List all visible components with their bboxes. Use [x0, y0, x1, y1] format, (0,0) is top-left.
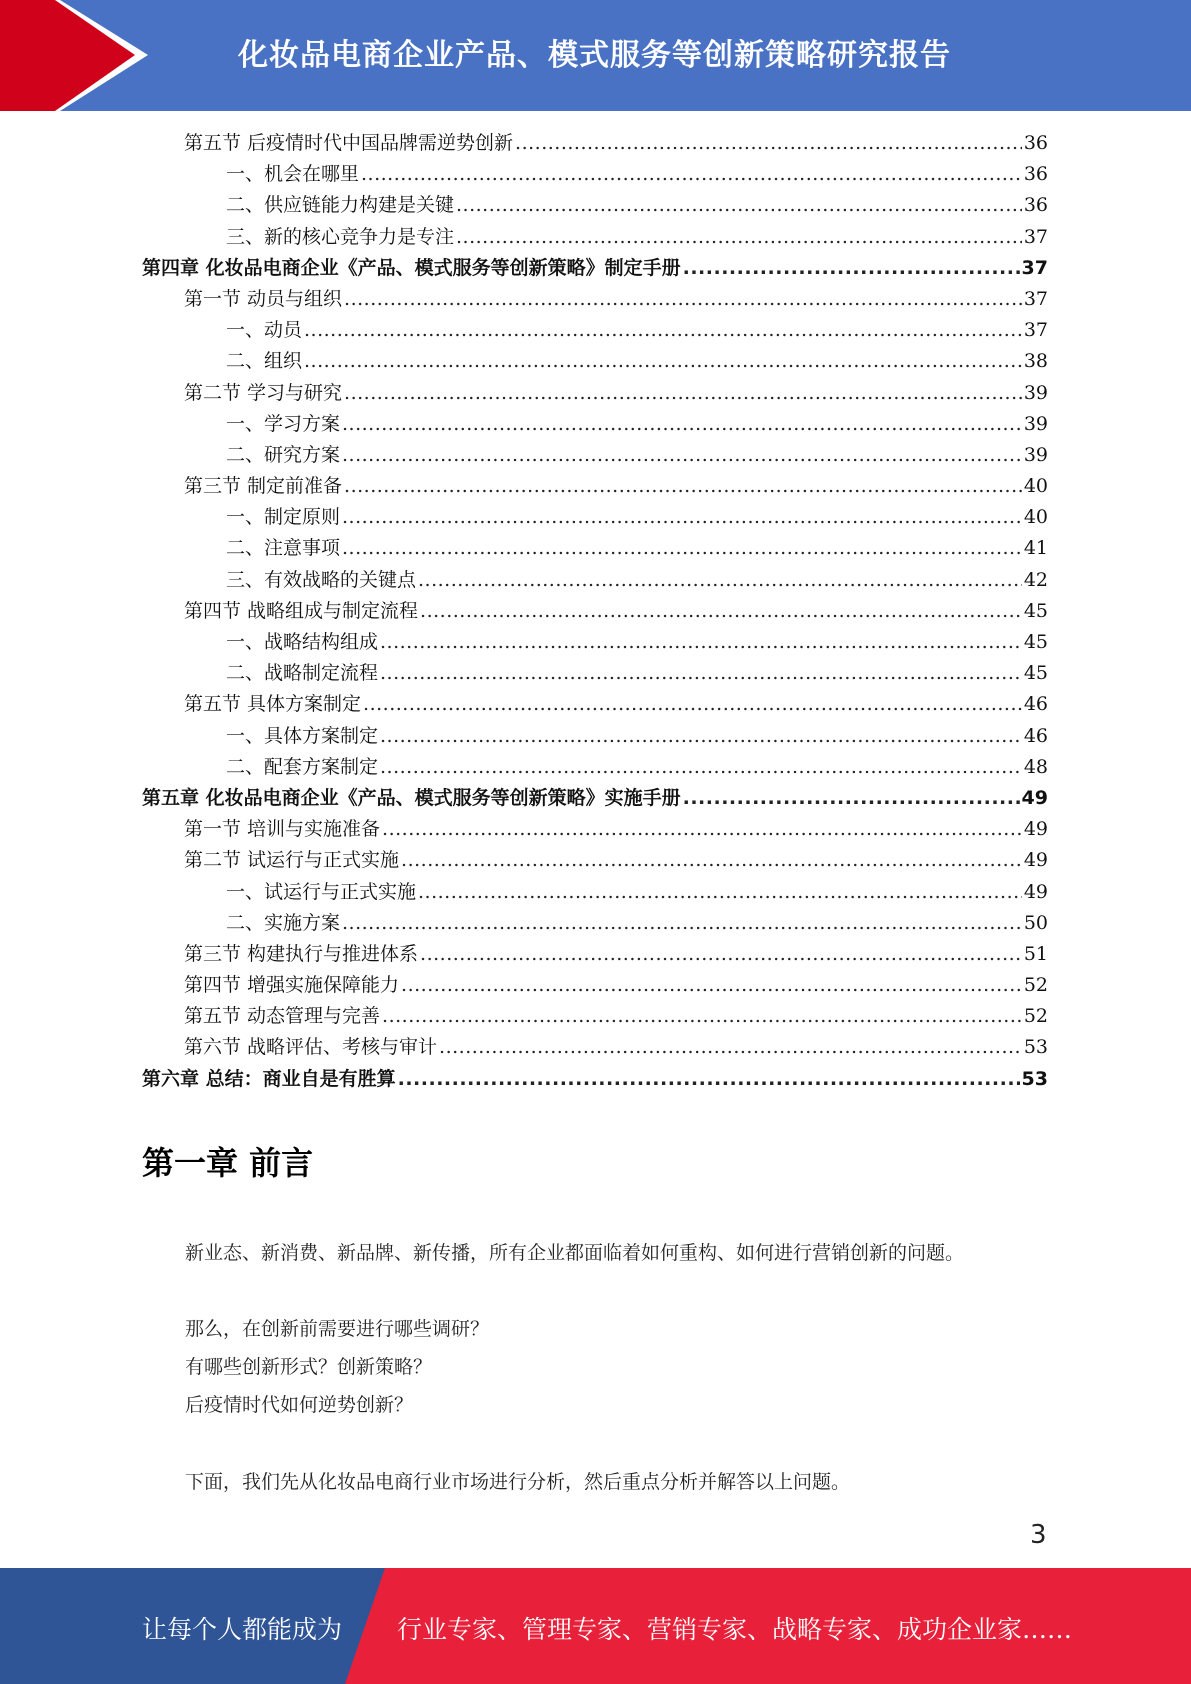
toc-entry-label: 一、学习方案 [226, 412, 341, 435]
toc-entry-page: 45 [1023, 631, 1048, 653]
toc-entry-page: 37 [1023, 225, 1048, 248]
toc-entry-label: 第三节 构建执行与推进体系 [184, 942, 419, 965]
toc-dot-leader [342, 908, 1022, 939]
toc-dot-leader [361, 159, 1022, 190]
footer-slogan-left: 让每个人都能成为 [142, 1615, 343, 1644]
toc-dot-leader [342, 409, 1022, 440]
toc-entry-page: 39 [1023, 381, 1048, 404]
toc-dot-leader [439, 1032, 1022, 1063]
toc-dot-leader [683, 783, 1020, 814]
intro-question-2: 有哪些创新形式？创新策略？ [185, 1356, 433, 1378]
toc-chapter-entry[interactable] [142, 783, 1048, 814]
toc-entry-label: 第五章 化妆品电商企业《产品、模式服务等创新策略》实施手册 [142, 786, 681, 809]
toc-entry-label: 第四节 增强实施保障能力 [184, 974, 400, 997]
toc-entry-label: 一、试运行与正式实施 [226, 880, 417, 903]
toc-dot-leader [342, 440, 1022, 471]
toc-entry-page: 49 [1023, 818, 1048, 841]
toc-subsection-entry[interactable] [142, 502, 1048, 533]
toc-entry-label: 二、实施方案 [226, 911, 341, 934]
toc-entry-label: 第五节 后疫情时代中国品牌需逆势创新 [184, 132, 514, 154]
toc-entry-label: 第一节 培训与实施准备 [184, 818, 381, 841]
toc-dot-leader [342, 502, 1022, 533]
toc-subsection-entry[interactable] [142, 658, 1048, 689]
toc-entry-page: 50 [1023, 911, 1048, 934]
toc-entry-label: 第二节 试运行与正式实施 [184, 849, 400, 872]
toc-entry-label: 第二节 学习与研究 [184, 381, 343, 404]
chapter-heading: 第一章 前言 [142, 1144, 314, 1182]
toc-entry-page: 41 [1023, 537, 1048, 560]
toc-subsection-entry[interactable] [142, 908, 1048, 939]
toc-dot-leader [401, 970, 1022, 1001]
toc-dot-leader [344, 471, 1022, 502]
toc-entry-label: 第一节 动员与组织 [184, 287, 343, 310]
toc-entry-page: 36 [1023, 194, 1048, 217]
toc-entry-page: 53 [1021, 1067, 1048, 1090]
toc-entry-page: 37 [1023, 319, 1048, 342]
toc-entry-page: 40 [1023, 475, 1048, 498]
toc-dot-leader [344, 378, 1022, 409]
toc-entry-page: 49 [1023, 849, 1048, 872]
toc-entry-page: 53 [1023, 1036, 1048, 1059]
toc-entry-label: 二、战略制定流程 [226, 662, 379, 685]
toc-subsection-entry[interactable] [142, 409, 1048, 440]
toc-subsection-entry[interactable] [142, 627, 1048, 658]
toc-dot-leader [420, 939, 1022, 970]
toc-entry-label: 第三节 制定前准备 [184, 475, 343, 498]
toc-dot-leader [456, 190, 1022, 221]
toc-subsection-entry[interactable] [142, 877, 1048, 908]
toc-section-entry[interactable] [142, 939, 1048, 970]
toc-subsection-entry[interactable] [142, 346, 1048, 377]
intro-paragraph-1: 新业态、新消费、新品牌、新传播，所有企业都面临着如何重构、如何进行营销创新的问题。 [185, 1242, 965, 1264]
intro-question-1: 那么，在创新前需要进行哪些调研？ [185, 1318, 490, 1340]
toc-section-entry[interactable] [142, 128, 1048, 159]
toc-dot-leader [398, 1064, 1020, 1095]
toc-entry-page: 46 [1023, 724, 1048, 747]
toc-subsection-entry[interactable] [142, 565, 1048, 596]
toc-entry-label: 第五节 具体方案制定 [184, 693, 362, 716]
toc-section-entry[interactable] [142, 845, 1048, 876]
toc-dot-leader [418, 565, 1022, 596]
toc-entry-label: 一、战略结构组成 [226, 631, 379, 653]
toc-section-entry[interactable] [142, 596, 1048, 627]
page-header [0, 0, 1191, 111]
toc-dot-leader [683, 253, 1020, 284]
report-title: 化妆品电商企业产品、模式服务等创新策略研究报告 [238, 38, 951, 73]
toc-subsection-entry[interactable] [142, 533, 1048, 564]
toc-section-entry[interactable] [142, 689, 1048, 720]
toc-entry-page: 37 [1021, 256, 1048, 279]
toc-entry-label: 第五节 动态管理与完善 [184, 1005, 381, 1028]
toc-dot-leader [304, 315, 1022, 346]
toc-entry-label: 二、注意事项 [226, 537, 341, 560]
toc-dot-leader [515, 128, 1022, 159]
toc-section-entry[interactable] [142, 970, 1048, 1001]
toc-entry-page: 45 [1023, 599, 1048, 622]
toc-entry-page: 51 [1023, 942, 1048, 965]
toc-entry-page: 46 [1023, 693, 1048, 716]
toc-entry-label: 二、研究方案 [226, 443, 341, 466]
toc-entry-label: 二、供应链能力构建是关键 [226, 194, 455, 217]
toc-entry-label: 第四节 战略组成与制定流程 [184, 599, 419, 622]
header-arrow-icon [0, 0, 160, 111]
toc-subsection-entry[interactable] [142, 222, 1048, 253]
toc-entry-label: 一、具体方案制定 [226, 724, 379, 747]
toc-subsection-entry[interactable] [142, 190, 1048, 221]
toc-dot-leader [420, 596, 1022, 627]
toc-entry-label: 一、动员 [226, 319, 303, 342]
page-number: 3 [1030, 1520, 1047, 1550]
toc-subsection-entry[interactable] [142, 159, 1048, 190]
toc-section-entry[interactable] [142, 378, 1048, 409]
toc-entry-label: 第六章 总结：商业自是有胜算 [142, 1067, 396, 1090]
toc-subsection-entry[interactable] [142, 440, 1048, 471]
toc-subsection-entry[interactable] [142, 752, 1048, 783]
toc-dot-leader [380, 752, 1022, 783]
toc-entry-page: 36 [1023, 132, 1048, 154]
table-of-contents [142, 128, 1048, 1095]
toc-entry-page: 38 [1023, 350, 1048, 373]
toc-entry-label: 第六节 战略评估、考核与审计 [184, 1036, 438, 1059]
toc-dot-leader [380, 627, 1022, 658]
toc-entry-page: 36 [1023, 163, 1048, 186]
toc-section-entry[interactable] [142, 1001, 1048, 1032]
toc-entry-label: 一、机会在哪里 [226, 163, 360, 186]
toc-dot-leader [380, 721, 1022, 752]
toc-dot-leader [344, 284, 1022, 315]
toc-subsection-entry[interactable] [142, 721, 1048, 752]
page-footer [0, 1568, 1191, 1684]
toc-dot-leader [304, 346, 1022, 377]
toc-dot-leader [418, 877, 1022, 908]
toc-dot-leader [382, 1001, 1022, 1032]
toc-entry-page: 39 [1023, 412, 1048, 435]
toc-entry-page: 40 [1023, 506, 1048, 529]
toc-dot-leader [342, 533, 1022, 564]
toc-section-entry[interactable] [142, 284, 1048, 315]
toc-entry-page: 52 [1023, 974, 1048, 997]
toc-chapter-entry[interactable] [142, 253, 1048, 284]
toc-dot-leader [456, 222, 1022, 253]
toc-subsection-entry[interactable] [142, 315, 1048, 346]
footer-slogan-right: 行业专家、管理专家、营销专家、战略专家、成功企业家…… [397, 1615, 1073, 1644]
toc-entry-page: 39 [1023, 443, 1048, 466]
toc-entry-label: 三、有效战略的关键点 [226, 568, 417, 591]
toc-entry-label: 一、制定原则 [226, 506, 341, 529]
intro-question-3: 后疫情时代如何逆势创新？ [185, 1394, 414, 1416]
toc-dot-leader [380, 658, 1022, 689]
toc-entry-label: 二、组织 [226, 350, 303, 373]
toc-entry-page: 52 [1023, 1005, 1048, 1028]
toc-entry-label: 三、新的核心竞争力是专注 [226, 225, 455, 248]
toc-chapter-entry[interactable] [142, 1064, 1048, 1095]
toc-entry-page: 49 [1021, 786, 1048, 809]
toc-entry-label: 第四章 化妆品电商企业《产品、模式服务等创新策略》制定手册 [142, 256, 681, 279]
toc-entry-page: 48 [1023, 755, 1048, 778]
toc-entry-page: 49 [1023, 880, 1048, 903]
toc-dot-leader [401, 845, 1022, 876]
toc-dot-leader [363, 689, 1022, 720]
toc-section-entry[interactable] [142, 471, 1048, 502]
toc-entry-page: 45 [1023, 662, 1048, 685]
toc-section-entry[interactable] [142, 1032, 1048, 1063]
toc-entry-page: 42 [1023, 568, 1048, 591]
intro-paragraph-2: 下面，我们先从化妆品电商行业市场进行分析，然后重点分析并解答以上问题。 [185, 1471, 851, 1493]
toc-entry-page: 37 [1023, 287, 1048, 310]
toc-dot-leader [382, 814, 1022, 845]
toc-section-entry[interactable] [142, 814, 1048, 845]
toc-entry-label: 二、配套方案制定 [226, 755, 379, 778]
